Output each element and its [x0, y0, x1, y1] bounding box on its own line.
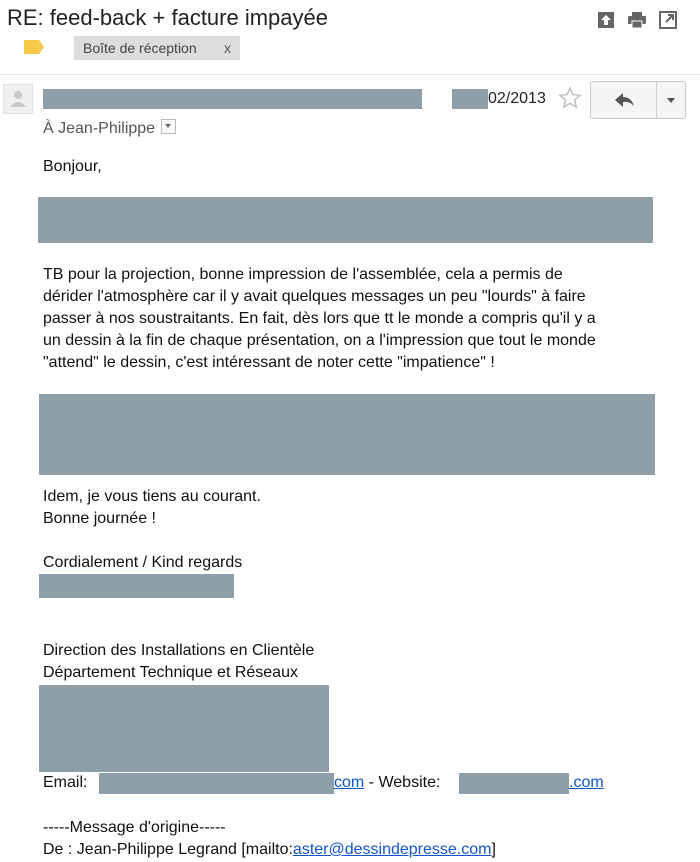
signoff: Cordialement / Kind regards	[43, 554, 243, 571]
recipient-text: À Jean-Philippe	[43, 120, 156, 137]
chevron-down-icon	[657, 82, 685, 118]
remove-label-button[interactable]: x	[224, 40, 231, 56]
recipient-line	[43, 119, 176, 138]
website-link[interactable]	[569, 772, 604, 794]
message-date: 02/2013	[488, 90, 546, 107]
department-line: Direction des Installations en Clientèle	[43, 642, 315, 659]
from-prefix: De : Jean-Philippe Legrand [mailto:	[43, 841, 293, 858]
redacted-address	[39, 685, 329, 772]
department-line: Département Technique et Réseaux	[43, 664, 298, 681]
body-line: un dessin à la fin de chaque présentation, on a l'impression que tout le monde	[43, 332, 596, 349]
label-tag-icon	[24, 40, 44, 54]
reply-button[interactable]	[591, 82, 657, 118]
redacted-website	[459, 773, 569, 794]
open-new-window-icon[interactable]	[596, 10, 616, 30]
from-line	[43, 839, 496, 861]
more-actions-button[interactable]	[657, 82, 685, 118]
from-suffix: ]	[491, 841, 496, 858]
redacted-block	[39, 394, 655, 475]
closing-line: Idem, je vous tiens au courant.	[43, 488, 261, 505]
recipient-details-dropdown[interactable]	[161, 119, 176, 134]
email-subject: RE: feed-back + facture impayée	[7, 5, 328, 30]
redacted-date-part	[452, 89, 488, 109]
redacted-name	[39, 574, 234, 598]
avatar	[3, 84, 33, 114]
external-window-icon[interactable]	[658, 10, 678, 30]
website-label: - Website:	[364, 774, 441, 791]
reply-arrow-icon	[591, 82, 657, 118]
from-email-link[interactable]: aster@dessindepresse.com	[292, 841, 492, 858]
body-line: passer à nos soustraitants. En fait, dès lors que tt le monde a compris qu'il y a	[43, 310, 596, 327]
redacted-email	[99, 773, 334, 794]
greeting: Bonjour,	[43, 158, 102, 175]
redacted-sender	[43, 89, 422, 109]
website-link-text[interactable]: .com	[569, 774, 604, 791]
body-line: dérider l'atmosphère car il y avait quelques messages un peu "lourds" à faire	[43, 288, 586, 305]
redacted-block	[38, 197, 653, 243]
closing-line: Bonne journée !	[43, 510, 156, 527]
email-contact-line	[334, 772, 440, 794]
body-line: TB pour la projection, bonne impression de l'assemblée, cela a permis de	[43, 266, 563, 283]
original-message-header: -----Message d'origine-----	[43, 819, 226, 836]
label-chip[interactable]	[74, 36, 240, 60]
body-line: "attend" le dessin, c'est intéressant de noter cette "impatience" !	[43, 354, 495, 371]
email-label: Email:	[43, 774, 88, 791]
print-icon[interactable]	[627, 10, 647, 30]
email-link[interactable]: com	[334, 774, 365, 791]
label-chip-text: Boîte de réception	[83, 40, 197, 56]
divider	[0, 74, 700, 75]
star-icon[interactable]	[558, 86, 582, 110]
person-icon	[4, 85, 32, 113]
reply-button-group	[590, 81, 686, 119]
body-paragraph	[43, 264, 596, 374]
